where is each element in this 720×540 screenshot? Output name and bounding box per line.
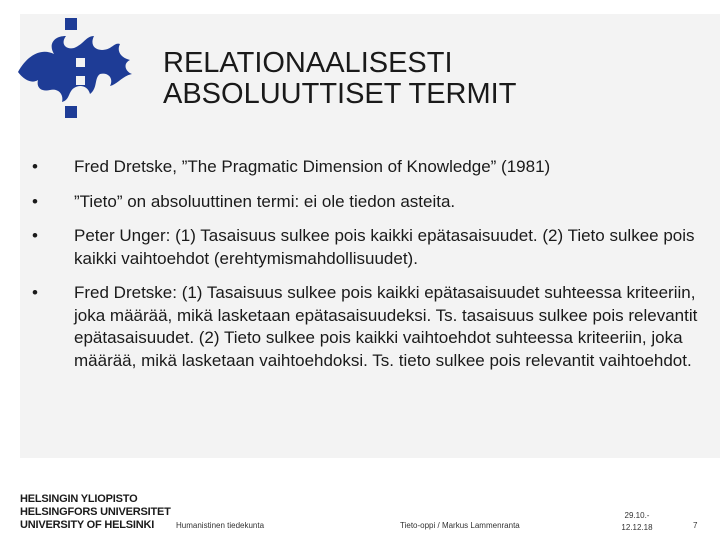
slide-title [163,48,683,110]
footer-date-line-1: 29.10.- [624,511,650,520]
footer-date [612,510,662,534]
page-number: 7 [693,521,698,530]
bullet-item [28,282,698,372]
bullet-text: Fred Dretske, ”The Pragmatic Dimension of Knowledge” (1981) [74,157,551,176]
bullet-text: Fred Dretske: (1) Tasaisuus sulkee pois kaikki epätasaisuudet suhteessa kriteeriin, joka määrää, mikä lasketaan epätasaisuudeksi. Ts. tasaisuus sulkee pois relevantit epätasaisuudet. (2) Tieto sulkee pois kaikki vaihtoehdot suhteessa kriteeriin, joka määrää, mikä lasketaan vaihtoehdoksi. Ts. tieto sulkee pois relevantit vaihtoehdot. [74,283,698,370]
bullet-marker: • [32,226,38,245]
footer-faculty: Humanistinen tiedekunta [176,521,265,530]
bullet-item [28,225,698,270]
footer-date-line-2: 12.12.18 [621,523,653,532]
footer-course: Tieto-oppi / Markus Lammenranta [400,521,520,530]
university-name-en: UNIVERSITY OF HELSINKI [20,519,155,531]
bullet-marker: • [32,283,38,302]
title-line-1: RELATIONAALISESTI [163,47,453,79]
university-name-fi: HELSINGIN YLIOPISTO [20,493,138,505]
bullet-marker: • [32,191,38,211]
title-line-2: ABSOLUUTTISET TERMIT [163,78,517,110]
bullet-text: Peter Unger: (1) Tasaisuus sulkee pois kaikki epätasaisuudet. (2) Tieto sulkee pois kaikki vaihtoehdot (erehtymismahdollisuudet). [74,226,695,268]
bullet-text: ”Tieto” on absoluuttinen termi: ei ole tiedon asteita. [74,191,456,211]
university-name [20,493,171,532]
bullet-marker: • [32,157,38,176]
flame-logo-icon [14,14,136,124]
bullet-item [28,156,698,179]
bullet-list [28,156,698,384]
bullet-item [28,191,698,214]
university-name-sv: HELSINGFORS UNIVERSITET [20,506,171,518]
